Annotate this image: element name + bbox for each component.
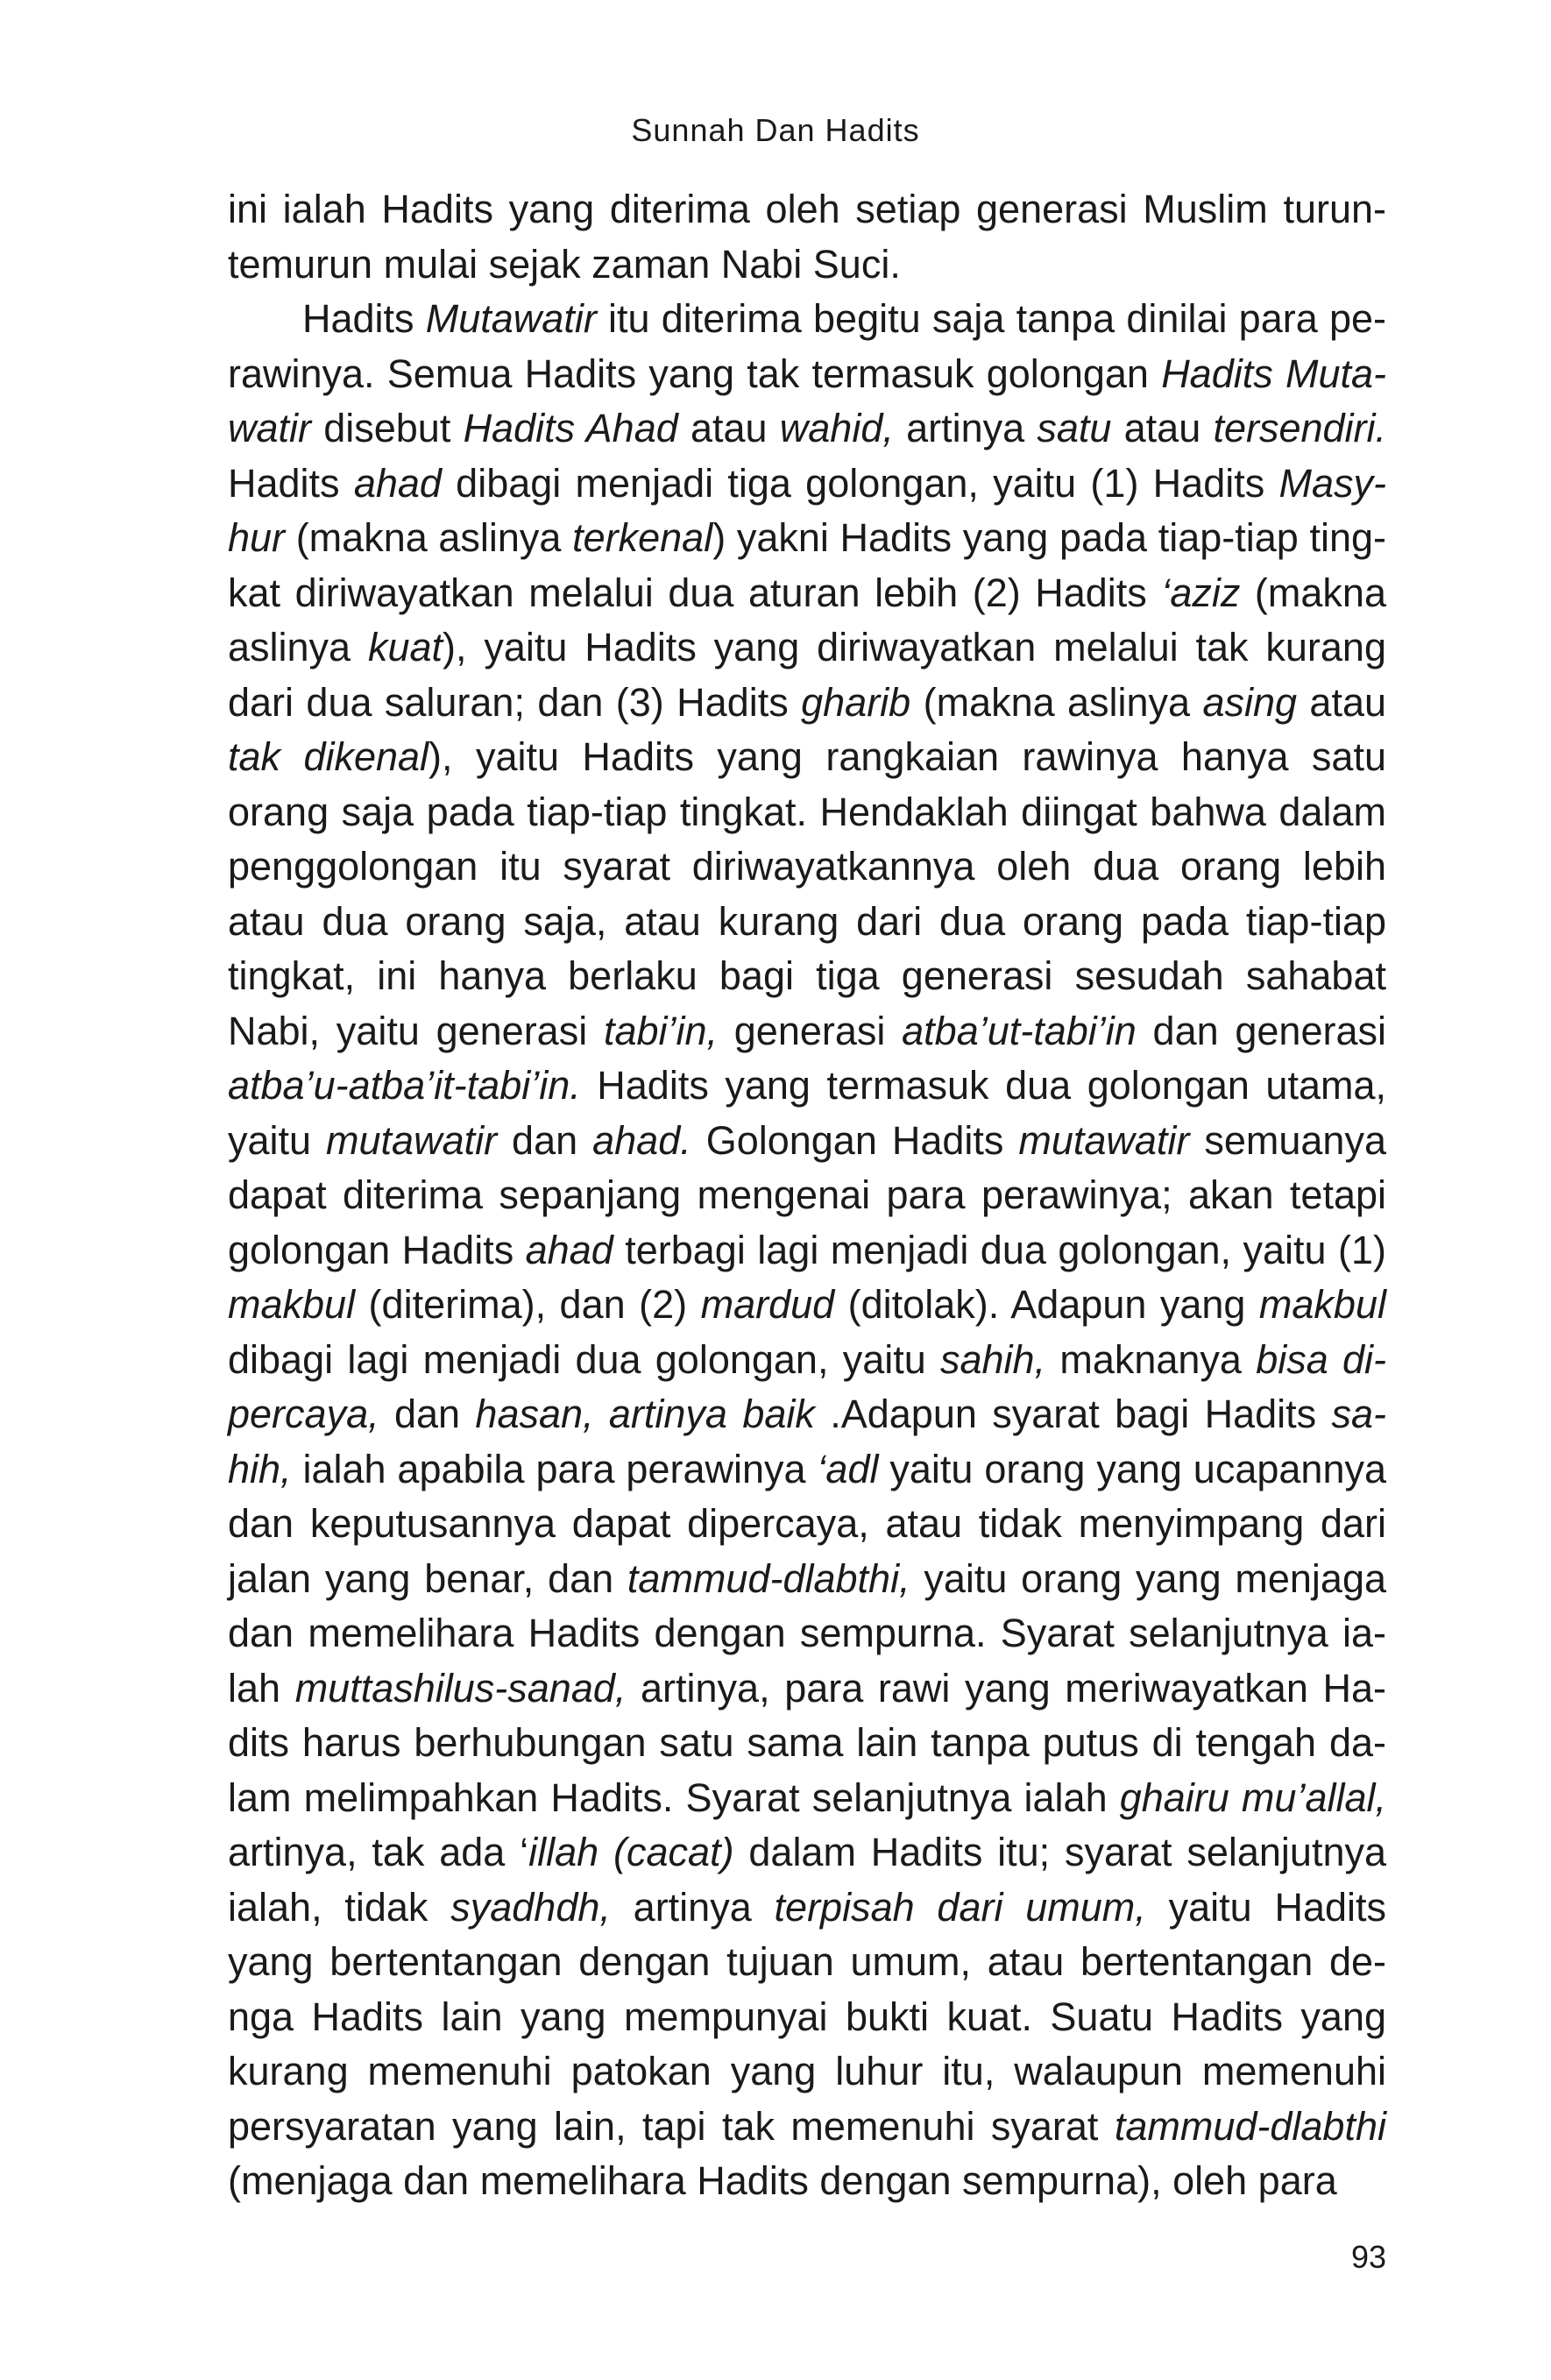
text-run: (makna aslinya <box>228 570 1386 669</box>
italic-term: gharib <box>801 679 911 725</box>
italic-term: makbul <box>1258 1282 1386 1327</box>
text-run: artinya <box>893 406 1038 450</box>
text-run: yaitu orang yang ucapannya dan keputusannya dapat dipercaya, atau tidak menyimpang dari jalan yang benar, dan <box>228 1446 1386 1601</box>
italic-term: sahih, <box>940 1336 1046 1382</box>
text-run: (makna aslinya <box>910 679 1203 725</box>
text-run: yaitu Hadits yang bertentangan dengan tujuan umum, atau bertentangan de-nga Hadits lain yang mempunyai bukti kuat. Suatu Hadits yang kurang memenuhi patokan yang luhur itu, walaupun memenuhi persyaratan yang lain, tapi tak memenuhi syarat <box>228 1884 1386 2149</box>
italic-term: mardud <box>700 1282 835 1327</box>
text-run: (diterima), dan (2) <box>355 1282 701 1327</box>
text-run: yaitu orang yang menjaga dan memelihara Hadits dengan sempurna. Syarat selanjutnya ia-lah <box>228 1555 1386 1711</box>
italic-term: tak dikenal <box>228 734 429 779</box>
text-run: ini ialah Hadits yang diterima oleh setiap generasi Muslim turun-temurun mulai sejak zaman Nabi Suci. <box>228 187 1386 287</box>
italic-term: mutawatir <box>326 1117 498 1163</box>
text-run: semuanya dapat diterima sepanjang mengenai para perawinya; akan tetapi golongan Hadits <box>228 1117 1386 1272</box>
text-run: (menjaga dan memelihara Hadits dengan sempurna), oleh para <box>228 2158 1337 2203</box>
italic-term: hasan, artinya baik <box>475 1392 815 1436</box>
text-run: ) yakni Hadits yang pada tiap-tiap ting-kat diriwayatkan melalui dua aturan lebih (2) Hadits <box>228 515 1386 615</box>
text-run: atau <box>677 406 780 450</box>
italic-term: syadhdh, <box>450 1884 611 1930</box>
italic-term: atba’u-atba’it-tabi’in. <box>228 1063 581 1108</box>
text-run: itu diterima begitu saja tanpa dinilai para pe-rawinya. Semua Hadits yang tak termasuk golongan <box>228 296 1386 396</box>
text-run: terbagi lagi menjadi dua golongan, yaitu (1) <box>613 1227 1386 1272</box>
italic-term: ghairu mu’allal, <box>1119 1774 1386 1820</box>
text-run: (makna aslinya <box>285 515 573 560</box>
text-run: Hadits <box>228 460 354 506</box>
italic-term: Hadits Ahad <box>463 406 678 450</box>
text-run: Hadits <box>302 296 426 341</box>
text-run: ), yaitu Hadits yang diriwayatkan melalui tak kurang dari dua saluran; dan (3) Hadits <box>228 625 1386 725</box>
italic-term: tammud-dlabthi, <box>627 1555 910 1601</box>
italic-term: makbul <box>228 1282 356 1327</box>
italic-term: ‘adl <box>817 1446 879 1491</box>
italic-term: terpisah dari umum, <box>774 1884 1146 1930</box>
italic-term: Hadits Muta-watir <box>228 351 1386 450</box>
text-run: (ditolak). Adapun yang <box>834 1282 1259 1327</box>
italic-term: wahid, <box>779 406 894 450</box>
text-run: dibagi lagi menjadi dua golongan, yaitu <box>228 1336 940 1382</box>
text-run: disebut <box>311 406 464 450</box>
italic-term: tersendiri. <box>1213 406 1387 450</box>
text-run: artinya, para rawi yang meriwayatkan Ha-dits harus berhubungan satu sama lain tanpa putus di tengah da-lam melimpahkan Hadits. Syarat selanjutnya ialah <box>228 1665 1386 1820</box>
italic-term: ‘aziz <box>1161 570 1241 615</box>
text-run: .Adapun syarat bagi Hadits <box>814 1392 1332 1436</box>
text-run: artinya <box>610 1884 775 1930</box>
italic-term: illah (cacat) <box>528 1830 734 1874</box>
text-run: ialah apabila para perawinya <box>291 1446 818 1491</box>
running-header: Sunnah Dan Hadits <box>631 112 920 148</box>
text-run: dibagi menjadi tiga golongan, yaitu (1) Hadits <box>441 460 1279 506</box>
text-run: ), yaitu Hadits yang rangkaian rawinya hanya satu orang saja pada tiap-tiap tingkat. Hendaklah diingat bahwa dalam penggolongan itu syarat diriwayatkannya oleh dua orang lebih atau dua orang saja, atau kurang dari dua orang pada tiap-tiap tingkat, ini hanya berlaku bagi tiga generasi sesudah sahabat Nabi, yaitu generasi <box>228 734 1386 1053</box>
italic-term: sa-hih, <box>228 1392 1387 1491</box>
italic-term: kuat <box>367 625 443 669</box>
italic-term: tabi’in, <box>603 1008 719 1053</box>
italic-term: ahad. <box>592 1117 691 1163</box>
text-run: maknanya <box>1045 1336 1257 1382</box>
italic-term: Mutawatir <box>425 296 597 341</box>
text-run: dan <box>379 1392 476 1436</box>
italic-term: terkenal <box>572 515 713 560</box>
body-text <box>228 182 1386 2209</box>
italic-term: bisa di-percaya, <box>228 1336 1387 1436</box>
text-run: dalam Hadits itu; syarat selanjutnya ialah, tidak <box>228 1830 1387 1930</box>
paragraph <box>228 182 1386 292</box>
text-run: Golongan Hadits <box>691 1117 1019 1163</box>
text-run: dan generasi <box>1136 1008 1386 1053</box>
italic-term: asing <box>1202 679 1298 725</box>
text-run: atau <box>1111 406 1214 450</box>
italic-term: Masy-hur <box>228 460 1386 560</box>
text-run: dan <box>497 1117 593 1163</box>
italic-term: ahad <box>353 460 442 506</box>
text-run: generasi <box>718 1008 903 1053</box>
italic-term: atba’ut-tabi’in <box>902 1008 1137 1053</box>
text-run: Hadits yang termasuk dua golongan utama, yaitu <box>228 1063 1386 1163</box>
italic-term: muttashilus-sanad, <box>294 1665 627 1711</box>
text-run: artinya, tak ada ‘ <box>228 1830 529 1874</box>
italic-term: ahad <box>525 1227 613 1272</box>
page-number: 93 <box>1350 2239 1386 2275</box>
text-run: atau <box>1297 679 1387 725</box>
italic-term: satu <box>1037 406 1112 450</box>
italic-term: tammud-dlabthi <box>1114 2103 1386 2149</box>
paragraph <box>228 292 1386 2209</box>
italic-term: mutawatir <box>1018 1117 1190 1163</box>
